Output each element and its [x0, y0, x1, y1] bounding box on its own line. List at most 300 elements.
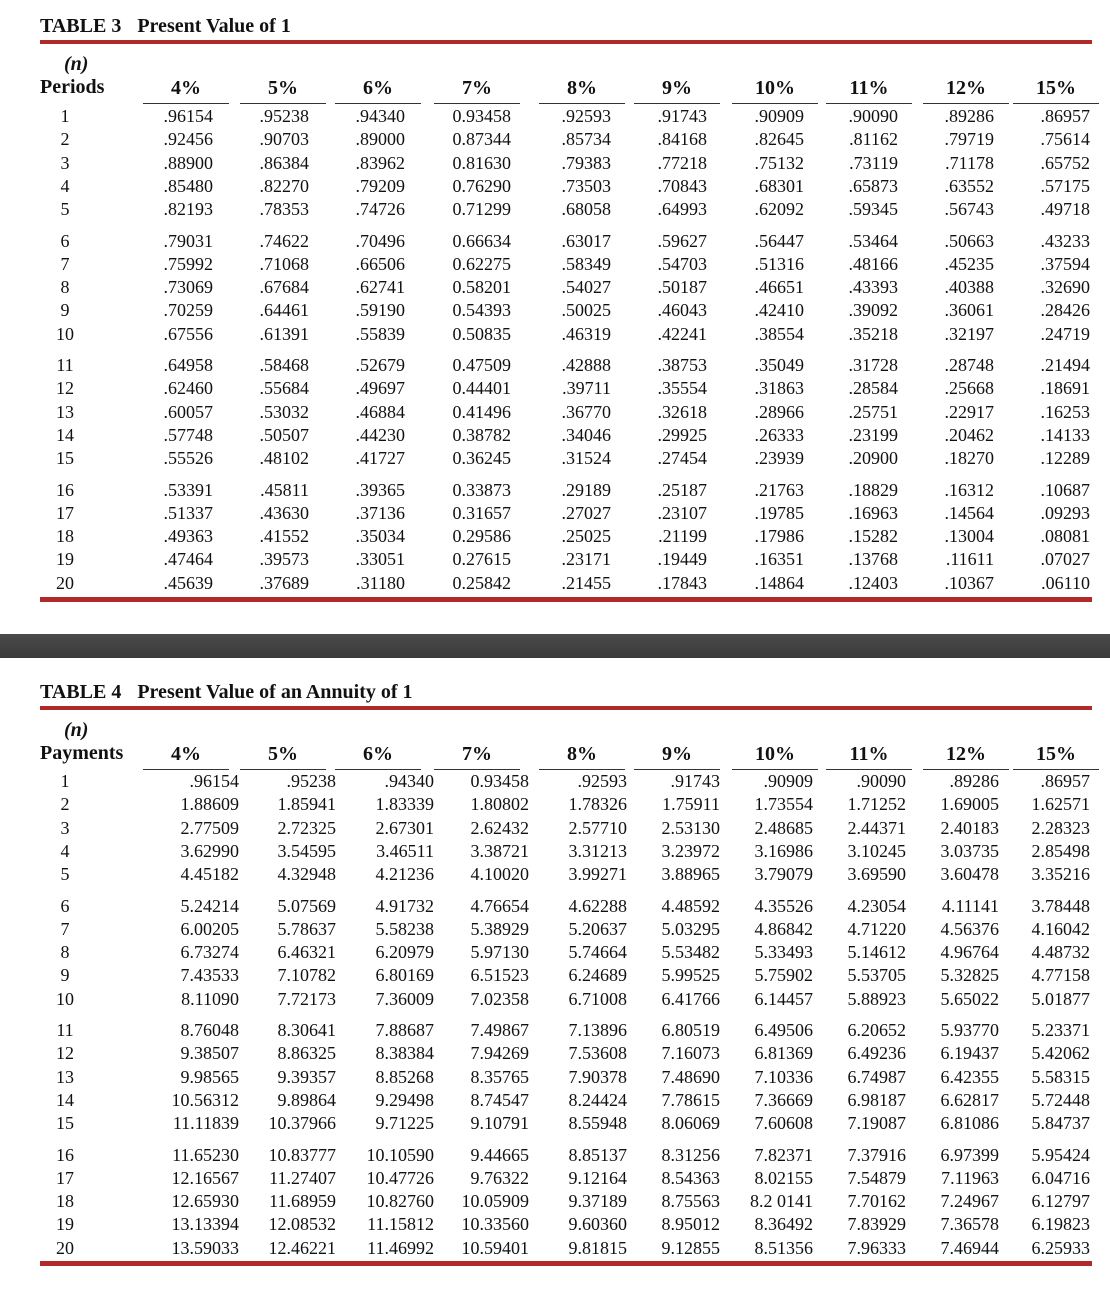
- cell-4pct: 9.98565: [180, 1066, 239, 1087]
- cell-11pct: .28584: [848, 378, 898, 399]
- cell-5pct: .53032: [259, 401, 309, 422]
- cell-15pct: 4.77158: [1031, 965, 1090, 986]
- row-number: 13: [56, 1066, 74, 1087]
- cell-10pct: .42410: [754, 300, 804, 321]
- cell-12pct: 6.19437: [940, 1043, 999, 1064]
- cell-5pct: 9.39357: [277, 1066, 336, 1087]
- cell-8pct: .50025: [561, 300, 611, 321]
- cell-6pct: .37136: [355, 502, 405, 523]
- cell-6pct: 7.88687: [375, 1020, 434, 1040]
- cell-8pct: 8.24424: [568, 1089, 627, 1110]
- header-underline: [434, 769, 520, 770]
- table-row: [0, 1020, 1110, 1043]
- header-underline: [826, 769, 912, 770]
- rate-label: 11%: [849, 743, 889, 765]
- cell-7pct: 7.02358: [470, 988, 529, 1009]
- cell-15pct: 2.28323: [1031, 817, 1090, 838]
- table-row: [0, 448, 1110, 471]
- row-number: 13: [56, 401, 74, 422]
- cell-9pct: .29925: [657, 424, 707, 445]
- row-number: 14: [56, 424, 74, 445]
- cell-11pct: 6.20652: [847, 1020, 906, 1040]
- cell-12pct: 5.32825: [940, 965, 999, 986]
- cell-12pct: .32197: [944, 323, 994, 344]
- cell-7pct: 0.44401: [452, 378, 511, 399]
- cell-8pct: .79383: [561, 152, 611, 173]
- table-row: [0, 818, 1110, 841]
- row-number: 16: [56, 479, 74, 500]
- cell-6pct: 7.36009: [375, 988, 434, 1009]
- table-row: [0, 1113, 1110, 1136]
- rate-label: 12%: [946, 743, 986, 765]
- cell-15pct: .65752: [1040, 152, 1090, 173]
- rate-label: 8%: [567, 77, 597, 99]
- cell-5pct: 10.83777: [268, 1144, 336, 1165]
- cell-10pct: 4.86842: [754, 918, 813, 939]
- rate-label: 6%: [363, 743, 393, 765]
- cell-9pct: .54703: [657, 253, 707, 274]
- table-row: [0, 896, 1110, 919]
- cell-11pct: .90090: [848, 106, 898, 126]
- cell-11pct: 7.19087: [847, 1113, 906, 1134]
- cell-4pct: 7.43533: [180, 965, 239, 986]
- cell-4pct: .92456: [163, 129, 213, 150]
- cell-9pct: .50187: [657, 277, 707, 298]
- cell-15pct: 3.35216: [1031, 864, 1090, 885]
- cell-15pct: 6.19823: [1031, 1214, 1090, 1235]
- cell-4pct: 8.11090: [181, 988, 239, 1009]
- cell-15pct: .12289: [1040, 448, 1090, 469]
- cell-11pct: 2.44371: [847, 817, 906, 838]
- cell-9pct: 5.03295: [661, 918, 720, 939]
- cell-12pct: .14564: [944, 502, 994, 523]
- cell-5pct: 2.72325: [277, 817, 336, 838]
- table-row: [0, 1067, 1110, 1090]
- cell-7pct: 0.29586: [452, 526, 511, 547]
- cell-11pct: 7.96333: [847, 1237, 906, 1258]
- cell-4pct: .96154: [163, 106, 213, 126]
- cell-6pct: .94340: [384, 771, 434, 791]
- cell-6pct: 11.46992: [367, 1237, 434, 1258]
- table-row: [0, 1238, 1110, 1261]
- cell-10pct: .38554: [754, 323, 804, 344]
- cell-9pct: 6.80519: [661, 1020, 720, 1040]
- row-number: 7: [60, 253, 70, 274]
- cell-7pct: 10.05909: [461, 1191, 529, 1212]
- cell-4pct: 11.65230: [172, 1144, 239, 1165]
- rate-label: 6%: [363, 77, 393, 99]
- cell-11pct: 4.71220: [847, 918, 906, 939]
- cell-11pct: 5.53705: [847, 965, 906, 986]
- cell-12pct: .40388: [944, 277, 994, 298]
- cell-7pct: 7.94269: [470, 1043, 529, 1064]
- table3-col-header-15pct: [1021, 77, 1091, 100]
- cell-10pct: 7.10336: [754, 1066, 813, 1087]
- cell-5pct: .58468: [259, 355, 309, 375]
- table3-col-header-9pct: [642, 77, 712, 100]
- cell-5pct: .64461: [259, 300, 309, 321]
- table4-col-header-9pct: [642, 743, 712, 766]
- cell-7pct: 7.49867: [470, 1020, 529, 1040]
- cell-9pct: 4.48592: [661, 895, 720, 916]
- cell-6pct: 10.82760: [366, 1191, 434, 1212]
- cell-12pct: .11611: [945, 549, 994, 570]
- cell-6pct: .41727: [355, 448, 405, 469]
- cell-12pct: 6.81086: [940, 1113, 999, 1134]
- cell-8pct: .34046: [561, 424, 611, 445]
- row-number: 12: [56, 1043, 74, 1064]
- cell-8pct: .63017: [561, 230, 611, 251]
- cell-4pct: .70259: [163, 300, 213, 321]
- row-number: 11: [56, 355, 74, 375]
- cell-8pct: 3.99271: [568, 864, 627, 885]
- cell-6pct: 11.15812: [367, 1214, 434, 1235]
- cell-4pct: 6.73274: [180, 942, 239, 963]
- cell-15pct: .14133: [1040, 424, 1090, 445]
- cell-6pct: 10.47726: [366, 1167, 434, 1188]
- rate-label: 9%: [662, 743, 692, 765]
- cell-7pct: 0.50835: [452, 323, 511, 344]
- rate-label: 8%: [567, 743, 597, 765]
- cell-9pct: .23107: [657, 502, 707, 523]
- cell-6pct: 8.38384: [375, 1043, 434, 1064]
- cell-10pct: .16351: [754, 549, 804, 570]
- row-number: 7: [60, 918, 70, 939]
- cell-5pct: 9.89864: [277, 1089, 336, 1110]
- row-number: 15: [56, 1113, 74, 1134]
- cell-10pct: .75132: [754, 152, 804, 173]
- table-3-bottom-rule: [40, 597, 1092, 602]
- cell-12pct: .13004: [944, 526, 994, 547]
- row-number: 6: [60, 895, 70, 916]
- cell-8pct: .92593: [577, 771, 627, 791]
- table-row: [0, 503, 1110, 526]
- cell-6pct: .31180: [356, 572, 405, 593]
- cell-4pct: .60057: [163, 401, 213, 422]
- rate-label: 10%: [755, 743, 795, 765]
- cell-6pct: .44230: [355, 424, 405, 445]
- cell-5pct: .43630: [259, 502, 309, 523]
- cell-6pct: .46884: [355, 401, 405, 422]
- header-underline: [1013, 769, 1099, 770]
- cell-5pct: .48102: [259, 448, 309, 469]
- row-number: 19: [56, 549, 74, 570]
- cell-15pct: 5.23371: [1031, 1020, 1090, 1040]
- table-row: [0, 402, 1110, 425]
- table4-col-header-8pct: [547, 743, 617, 766]
- cell-12pct: 5.65022: [940, 988, 999, 1009]
- cell-10pct: 3.16986: [754, 840, 813, 861]
- cell-7pct: 9.44665: [470, 1144, 529, 1165]
- cell-10pct: 3.79079: [754, 864, 813, 885]
- cell-7pct: 0.47509: [452, 355, 511, 375]
- cell-11pct: 6.74987: [847, 1066, 906, 1087]
- cell-10pct: 6.49506: [754, 1020, 813, 1040]
- cell-15pct: .10687: [1040, 479, 1090, 500]
- cell-11pct: .48166: [848, 253, 898, 274]
- cell-9pct: 8.31256: [661, 1144, 720, 1165]
- table3-col-header-11pct: [834, 77, 904, 100]
- table3-col-header-7pct: [442, 77, 512, 100]
- table-3-title: [40, 15, 291, 38]
- cell-15pct: .07027: [1040, 549, 1090, 570]
- cell-6pct: 5.58238: [375, 918, 434, 939]
- cell-4pct: 10.56312: [171, 1089, 239, 1110]
- cell-11pct: .81162: [849, 129, 898, 150]
- cell-11pct: 5.88923: [847, 988, 906, 1009]
- row-number: 5: [60, 864, 70, 885]
- cell-9pct: 7.48690: [661, 1066, 720, 1087]
- cell-6pct: .66506: [355, 253, 405, 274]
- cell-7pct: 0.54393: [452, 300, 511, 321]
- cell-9pct: .46043: [657, 300, 707, 321]
- row-number: 1: [60, 771, 70, 791]
- cell-11pct: .12403: [848, 572, 898, 593]
- cell-6pct: .79209: [355, 175, 405, 196]
- table-row: [0, 549, 1110, 572]
- cell-4pct: 6.00205: [180, 918, 239, 939]
- cell-4pct: .73069: [163, 277, 213, 298]
- cell-5pct: 7.72173: [277, 988, 336, 1009]
- header-underline: [539, 769, 625, 770]
- cell-10pct: .14864: [754, 572, 804, 593]
- cell-8pct: 7.13896: [568, 1020, 627, 1040]
- row-number: 5: [60, 199, 70, 220]
- cell-8pct: .54027: [561, 277, 611, 298]
- cell-10pct: .51316: [754, 253, 804, 274]
- cell-11pct: 6.98187: [847, 1089, 906, 1110]
- row-number: 3: [60, 152, 70, 173]
- cell-7pct: 0.25842: [452, 572, 511, 593]
- cell-5pct: 8.30641: [277, 1020, 336, 1040]
- cell-8pct: .92593: [561, 106, 611, 126]
- cell-10pct: .21763: [754, 479, 804, 500]
- cell-9pct: 3.88965: [661, 864, 720, 885]
- cell-10pct: 6.81369: [754, 1043, 813, 1064]
- cell-6pct: .94340: [355, 106, 405, 126]
- table-3-section: [0, 0, 1110, 636]
- cell-6pct: .35034: [355, 526, 405, 547]
- cell-9pct: .21199: [658, 526, 707, 547]
- table-row: [0, 300, 1110, 323]
- cell-10pct: 4.35526: [754, 895, 813, 916]
- table4-col-header-12pct: [931, 743, 1001, 766]
- cell-8pct: 4.62288: [568, 895, 627, 916]
- table-row: [0, 106, 1110, 129]
- cell-10pct: 7.36669: [754, 1089, 813, 1110]
- cell-9pct: 8.75563: [661, 1191, 720, 1212]
- cell-8pct: .29189: [561, 479, 611, 500]
- rate-label: 7%: [462, 743, 492, 765]
- cell-12pct: .36061: [944, 300, 994, 321]
- cell-8pct: .21455: [561, 572, 611, 593]
- cell-12pct: 3.03735: [940, 840, 999, 861]
- cell-7pct: 0.66634: [452, 230, 511, 251]
- header-underline: [143, 103, 229, 104]
- cell-9pct: 5.53482: [661, 942, 720, 963]
- table-row: [0, 1043, 1110, 1066]
- cell-5pct: 4.32948: [277, 864, 336, 885]
- cell-8pct: 9.37189: [568, 1191, 627, 1212]
- cell-6pct: .59190: [355, 300, 405, 321]
- cell-4pct: .53391: [163, 479, 213, 500]
- cell-10pct: 8.2 0141: [750, 1191, 813, 1212]
- cell-8pct: .58349: [561, 253, 611, 274]
- row-number: 9: [60, 300, 70, 321]
- cell-5pct: 3.54595: [277, 840, 336, 861]
- cell-8pct: .25025: [561, 526, 611, 547]
- cell-8pct: 9.12164: [568, 1167, 627, 1188]
- cell-7pct: 0.27615: [452, 549, 511, 570]
- table3-col-header-6pct: [343, 77, 413, 100]
- cell-4pct: .62460: [163, 378, 213, 399]
- cell-4pct: 1.88609: [180, 794, 239, 815]
- table3-col-header-4pct: [151, 77, 221, 100]
- table-4-section: [0, 658, 1110, 1292]
- cell-9pct: .27454: [657, 448, 707, 469]
- cell-11pct: .73119: [849, 152, 898, 173]
- cell-15pct: .28426: [1040, 300, 1090, 321]
- cell-8pct: 7.90378: [568, 1066, 627, 1087]
- cell-12pct: .45235: [944, 253, 994, 274]
- cell-15pct: 4.16042: [1031, 918, 1090, 939]
- cell-10pct: .26333: [754, 424, 804, 445]
- cell-6pct: 4.91732: [375, 895, 434, 916]
- cell-7pct: 0.71299: [452, 199, 511, 220]
- row-number: 20: [56, 1237, 74, 1258]
- table-4-row-label: Payments: [40, 742, 124, 764]
- cell-5pct: .50507: [259, 424, 309, 445]
- cell-15pct: .21494: [1040, 355, 1090, 375]
- section-divider: [0, 634, 1110, 658]
- cell-15pct: 6.25933: [1031, 1237, 1090, 1258]
- cell-12pct: 7.46944: [940, 1237, 999, 1258]
- table4-col-header-10pct: [740, 743, 810, 766]
- cell-4pct: .88900: [163, 152, 213, 173]
- cell-15pct: .06110: [1041, 572, 1090, 593]
- cell-12pct: 7.24967: [940, 1191, 999, 1212]
- rate-label: 11%: [849, 77, 889, 99]
- cell-5pct: 5.07569: [277, 895, 336, 916]
- cell-5pct: 7.10782: [277, 965, 336, 986]
- cell-10pct: .90909: [754, 106, 804, 126]
- cell-11pct: .23199: [848, 424, 898, 445]
- cell-7pct: 2.62432: [470, 817, 529, 838]
- cell-11pct: .25751: [848, 401, 898, 422]
- table-row: [0, 199, 1110, 222]
- cell-8pct: .73503: [561, 175, 611, 196]
- cell-12pct: .22917: [944, 401, 994, 422]
- cell-10pct: 2.48685: [754, 817, 813, 838]
- header-underline: [335, 769, 421, 770]
- cell-4pct: .64958: [163, 355, 213, 375]
- cell-8pct: .39711: [562, 378, 611, 399]
- cell-10pct: .31863: [754, 378, 804, 399]
- cell-12pct: 7.11963: [941, 1167, 999, 1188]
- cell-15pct: 5.72448: [1031, 1089, 1090, 1110]
- cell-5pct: .37689: [259, 572, 309, 593]
- cell-8pct: 6.24689: [568, 965, 627, 986]
- cell-9pct: 9.12855: [661, 1237, 720, 1258]
- cell-7pct: 0.93458: [452, 106, 511, 126]
- cell-5pct: .95238: [286, 771, 336, 791]
- row-number: 6: [60, 230, 70, 251]
- cell-9pct: .25187: [657, 479, 707, 500]
- cell-10pct: 7.82371: [754, 1144, 813, 1165]
- header-underline: [732, 103, 818, 104]
- cell-6pct: 6.20979: [375, 942, 434, 963]
- header-underline: [634, 769, 720, 770]
- cell-12pct: .89286: [944, 106, 994, 126]
- row-number: 18: [56, 526, 74, 547]
- cell-6pct: .62741: [355, 277, 405, 298]
- cell-12pct: 4.56376: [940, 918, 999, 939]
- cell-6pct: .39365: [355, 479, 405, 500]
- table-row: [0, 794, 1110, 817]
- cell-8pct: .42888: [561, 355, 611, 375]
- cell-10pct: .23939: [754, 448, 804, 469]
- cell-11pct: .35218: [848, 323, 898, 344]
- cell-10pct: .82645: [754, 129, 804, 150]
- cell-7pct: 5.38929: [470, 918, 529, 939]
- header-underline: [335, 103, 421, 104]
- cell-15pct: .24719: [1040, 323, 1090, 344]
- header-underline: [923, 103, 1009, 104]
- cell-8pct: 3.31213: [568, 840, 627, 861]
- cell-9pct: .91743: [657, 106, 707, 126]
- cell-9pct: 7.16073: [661, 1043, 720, 1064]
- cell-9pct: 5.99525: [661, 965, 720, 986]
- cell-4pct: 11.11839: [172, 1113, 239, 1134]
- rate-label: 12%: [946, 77, 986, 99]
- cell-9pct: .19449: [657, 549, 707, 570]
- cell-4pct: .96154: [189, 771, 239, 791]
- cell-5pct: .45811: [260, 479, 309, 500]
- row-number: 2: [60, 794, 70, 815]
- cell-9pct: 8.54363: [661, 1167, 720, 1188]
- cell-8pct: 5.20637: [568, 918, 627, 939]
- cell-9pct: 7.78615: [661, 1089, 720, 1110]
- cell-15pct: .32690: [1040, 277, 1090, 298]
- cell-7pct: 10.33560: [461, 1214, 529, 1235]
- table-row: [0, 355, 1110, 378]
- cell-7pct: 0.33873: [452, 479, 511, 500]
- cell-5pct: 10.37966: [268, 1113, 336, 1134]
- cell-7pct: 0.36245: [452, 448, 511, 469]
- cell-5pct: 5.78637: [277, 918, 336, 939]
- cell-6pct: 9.29498: [375, 1089, 434, 1110]
- cell-15pct: 2.85498: [1031, 840, 1090, 861]
- cell-15pct: 6.04716: [1031, 1167, 1090, 1188]
- cell-12pct: .63552: [944, 175, 994, 196]
- table-row: [0, 324, 1110, 347]
- cell-9pct: .70843: [657, 175, 707, 196]
- cell-8pct: 8.85137: [568, 1144, 627, 1165]
- cell-15pct: .57175: [1040, 175, 1090, 196]
- row-number: 4: [60, 175, 70, 196]
- cell-15pct: 5.42062: [1031, 1043, 1090, 1064]
- table-row: [0, 129, 1110, 152]
- table-row: [0, 942, 1110, 965]
- cell-5pct: .86384: [259, 152, 309, 173]
- cell-8pct: .68058: [561, 199, 611, 220]
- cell-12pct: 7.36578: [940, 1214, 999, 1235]
- row-number: 12: [56, 378, 74, 399]
- row-number: 8: [60, 942, 70, 963]
- header-underline: [143, 769, 229, 770]
- row-number: 15: [56, 448, 74, 469]
- cell-4pct: .75992: [163, 253, 213, 274]
